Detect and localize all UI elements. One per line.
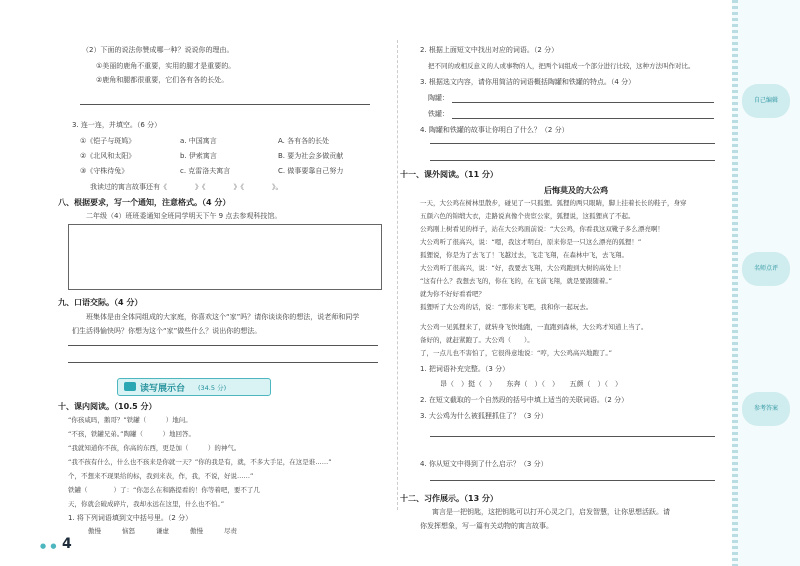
reading-writing-banner <box>117 378 271 396</box>
banner-points: (34.5 分) <box>198 384 227 392</box>
story-p3: 公鸡刚上树看见的样子，站在大公鸡面前说：“大公鸡，你看我这双靴子多么漂亮啊！ <box>420 225 664 233</box>
reading-q3: 3. 大公鸡为什么被狐狸抓住了？（3 分） <box>420 412 548 420</box>
word-3: 谦虚 <box>156 527 169 535</box>
word-2: 恼怒 <box>122 527 135 535</box>
reading-line-6: 铁罐（ ）了：“你怎么在和路提看的！你等着吧，要不了几 <box>68 486 260 494</box>
reading-line-5: 个，不想来不现果给的标，我到来表，作，我，不说，好说……” <box>68 472 254 480</box>
reading-q1-items: 昂（ ）挺（ ） 东奔（ ）（ ） 五颜（ ）（ ） <box>440 380 622 388</box>
reading-q1: 1. 把词语补充完整。（3 分） <box>420 365 510 373</box>
section-9-text-1: 班集体是由全体同组成的大家庭，你喜欢这个“家”吗？请你谈谈你的想法，说老师和同学 <box>86 313 360 321</box>
answer-line[interactable] <box>452 118 714 119</box>
section-12-title: 十二、习作展示。（13 分） <box>400 494 498 503</box>
word-1: 傲慢 <box>88 527 101 535</box>
section-12-text-2: 你发挥想象，写一篇有关动物的寓言故事。 <box>420 522 553 530</box>
book-icon <box>124 382 136 391</box>
match-row-2-b: b. 伊索寓言 <box>180 152 217 160</box>
section-12-text-1: 寓言是一把钥匙，这把钥匙可以打开心灵之门，启发智慧，让你思想活跃。请 <box>432 508 670 516</box>
page-number: 4 <box>62 536 72 552</box>
section-8-title: 八、根据要求，写一个通知，注意格式。（4 分） <box>58 198 231 207</box>
section-9-text-2: 们生活得愉快吗？你想为这个“家”做些什么？说出你的想法。 <box>72 327 262 335</box>
section-8-text: 二年级（4）班班委通知全班同学明天下午 9 点去参观科技馆。 <box>86 212 282 220</box>
answer-line[interactable] <box>68 362 378 363</box>
match-row-3-b: c. 克雷洛夫寓言 <box>180 167 231 175</box>
section-10-title: 十、课内阅读。（10.5 分） <box>58 402 157 411</box>
reading-line-3: “我就知道你不孩，你高的东西，更是加（ ）的神气。 <box>68 444 241 452</box>
answer-line[interactable] <box>452 102 714 103</box>
answer-line[interactable] <box>430 160 715 161</box>
story-p7: “这有什么？我想去飞的，你在飞的，在飞前飞翔，就是要跟随着。” <box>420 277 612 285</box>
section-9-title: 九、口语交际。（4 分） <box>58 298 143 307</box>
right-q2-text: 把不同的或相反意义的人或事物的人，把两个词组成一个部分进行比较，这种方法叫作对比。 <box>428 62 695 70</box>
word-5: 尽责 <box>224 527 237 535</box>
column-divider <box>397 40 398 510</box>
spiral-binding <box>732 0 738 566</box>
match-row-3-a: ③《守株待兔》 <box>80 167 129 175</box>
story-p4: 大公鸡听了很高兴，说：“嗯，我这才明白，原来你是一只这么漂亮的狐狸！” <box>420 238 642 246</box>
story-p1: 一天，大公鸡在树林里散步，碰见了一只狐狸。狐狸的两只眼睛，脚上挂着长长的鞋子，身穿 <box>420 199 687 207</box>
right-q2: 2. 根据上面短文中找出对应的词语。（2 分） <box>420 46 559 54</box>
section-11-title: 十一、课外阅读。（11 分） <box>400 170 498 179</box>
answer-line[interactable] <box>80 104 370 105</box>
match-row-1-a: ①《铠子与斑鸠》 <box>80 137 136 145</box>
match-row-3-c: C. 做事要靠自己努力 <box>278 167 344 175</box>
sidebar-tab-teacher-review[interactable]: 名师点评 <box>742 252 790 286</box>
reading-q4: 4. 你从短文中得到了什么启示？（3 分） <box>420 460 548 468</box>
story-p5: 狐狸说，你是为了去飞了！飞越过去，飞走飞翔，在森林中飞，去飞翔。 <box>420 251 628 259</box>
q2-intro: （2）下面的说法你赞成哪一种？说说你的理由。 <box>82 46 234 54</box>
answer-line[interactable] <box>430 143 715 144</box>
tieguan-label: 铁罐： <box>428 110 449 118</box>
fill-line: 我读过的寓言故事还有《 》《 》《 》。 <box>90 183 283 191</box>
q2-option-1: ①美丽的鹿角不重要，实用的腿才是重要的。 <box>96 62 236 70</box>
story-p10: 大公鸡一见狐狸来了，就转身飞快地跑，一直跑到森林，大公鸡才知道上当了。 <box>420 323 648 331</box>
match-row-2-c: B. 要为社会多做贡献 <box>278 152 344 160</box>
sidebar-tab-answers[interactable]: 参考答案 <box>742 392 790 426</box>
right-q3: 3. 根据选文内容，请你用简洁的词语概括陶罐和铁罐的特点。（4 分） <box>420 78 636 86</box>
answer-line[interactable] <box>68 345 378 346</box>
q3-title: 3. 连一连，并填空。（6 分） <box>72 121 162 129</box>
reading-line-1: “你孩咸吗，鹅哥？”铁罐（ ）地问。 <box>68 416 192 424</box>
sidebar-tab-self-edit[interactable]: 自己编辑 <box>742 84 790 118</box>
right-q4: 4. 陶罐和铁罐的故事让你明白了什么？（2 分） <box>420 126 569 134</box>
right-sidebar <box>732 0 800 566</box>
answer-line[interactable] <box>430 480 715 481</box>
match-row-1-b: a. 中国寓言 <box>180 137 217 145</box>
reading-line-7: 天，你就会破成碎片，我却永远在这里，什么也不怕。” <box>68 500 225 508</box>
story-p2: 五颜六色的锦缎大衣，走路说真像个贵宦公家，狐狸说，这狐狸真了不起。 <box>420 212 635 220</box>
reading-line-4: “我不孩有什么，什么也不孩来是你就一天？”你的我是有，就，不多大手足，在这是谁……” <box>68 458 332 466</box>
match-row-2-a: ②《北风和太阳》 <box>80 152 136 160</box>
word-4: 傲慢 <box>190 527 203 535</box>
answer-line[interactable] <box>430 436 715 437</box>
notice-writing-box[interactable] <box>68 224 382 290</box>
story-p8: 就为你不好好看看吧？ <box>420 290 485 298</box>
story-p9: 狐狸听了大公鸡的话，说：“那你来飞吧，我和你一起玩去。 <box>420 303 593 311</box>
story-title: 后悔莫及的大公鸡 <box>544 186 608 195</box>
story-p11: 备好的，就赶紧跑了。大公鸡（ ）。 <box>420 336 534 344</box>
story-p6: 大公鸡听了很高兴，说：“好，我要去飞翔，大公鸡跑到大树的高处上！ <box>420 264 625 272</box>
taoguan-label: 陶罐： <box>428 94 449 102</box>
story-p12: 了，一点儿也不害怕了，它很得意地说：“哼，大公鸡高兴地跑了。” <box>420 349 612 357</box>
reading-line-2: “不孩，铁罐兄弟。”陶罐（ ）地回答。 <box>68 430 195 438</box>
q1-title: 1. 将下列词语填到文中括号里。（2 分） <box>68 514 193 522</box>
banner-title: 读写展示台 <box>140 384 186 394</box>
page-dots: ● ● <box>40 542 58 550</box>
match-row-1-c: A. 各有各的长处 <box>278 137 330 145</box>
reading-q2: 2. 在短文截取的一个自然段的括号中填上适当的关联词语。（2 分） <box>420 396 629 404</box>
q2-option-2: ②鹿角和腿都很重要，它们各有各的长处。 <box>96 76 229 84</box>
